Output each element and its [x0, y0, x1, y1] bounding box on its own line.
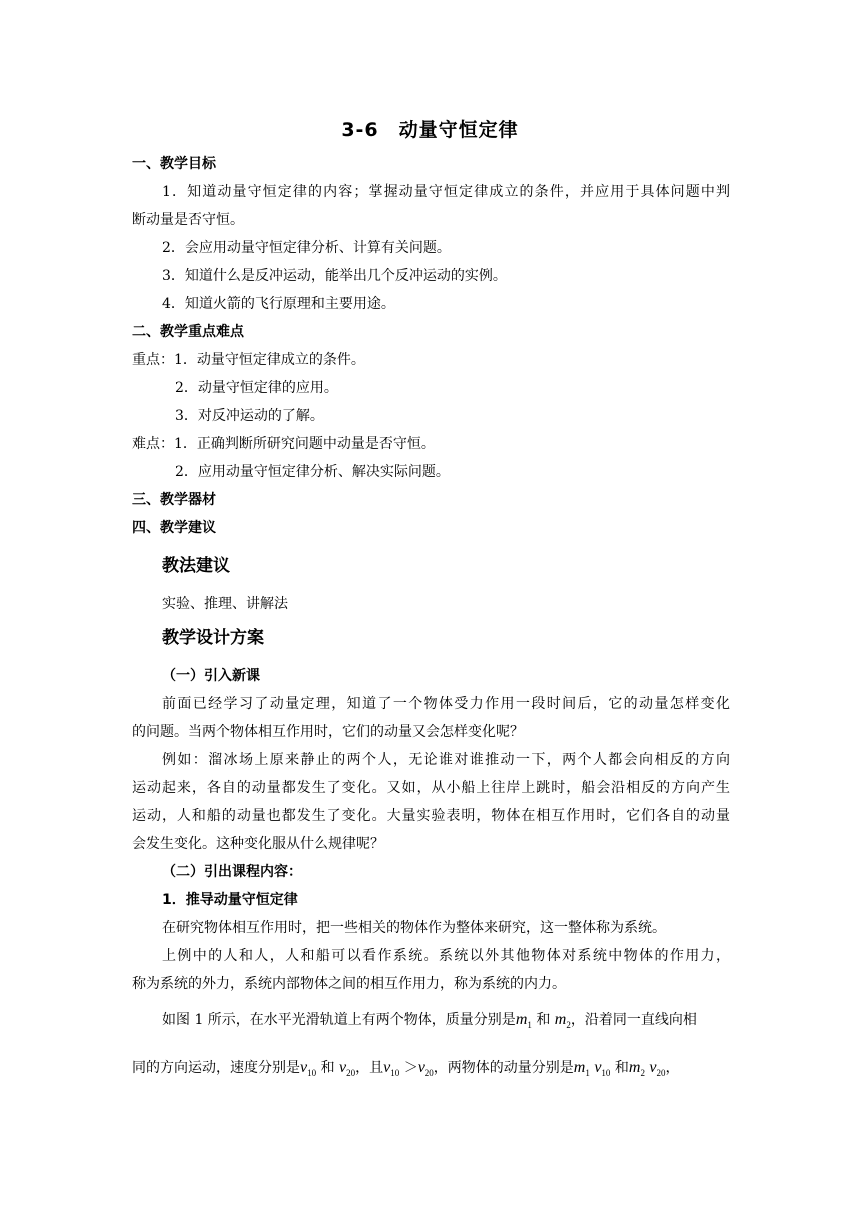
- derive-paragraph-line: 在研究物体相互作用时，把一些相关的物体作为整体来研究，这一整体称为系统。: [162, 920, 666, 936]
- symbol-v: v: [594, 1059, 602, 1076]
- figure-paragraph-line: [162, 1010, 697, 1035]
- suggestions-heading: 四、教学建议: [132, 520, 216, 536]
- symbol-m: m: [554, 1011, 567, 1028]
- subscript: 2: [640, 1068, 645, 1078]
- method-text: 实验、推理、讲解法: [162, 596, 288, 612]
- intro-paragraph-line: 会发生变化。这种变化服从什么规律呢？: [132, 836, 384, 852]
- text-run: 和: [614, 1060, 629, 1076]
- derive-paragraph-line: 上例中的人和人，人和船可以看作系统。系统以外其他物体对系统中物体的作用力，: [162, 948, 730, 964]
- objective-line: 1．知道动量守恒定律的内容；掌握动量守恒定律成立的条件，并应用于具体问题中判: [162, 184, 730, 200]
- text-run: 如图 1 所示，在水平光滑轨道上有两个物体，质量分别是: [162, 1012, 516, 1028]
- subscript: 1: [527, 1020, 532, 1030]
- subscript: 10: [601, 1068, 611, 1078]
- text-run: ，两物体的动量分别是: [433, 1060, 574, 1076]
- symbol-v: v: [417, 1059, 425, 1076]
- derive-paragraph-line: 称为系统的外力，系统内部物体之间的相互作用力，称为系统的内力。: [132, 976, 566, 992]
- intro-paragraph-line: 前面已经学习了动量定理，知道了一个物体受力作用一段时间后，它的动量怎样变化: [162, 696, 730, 712]
- key-points-heading: 二、教学重点难点: [132, 324, 244, 340]
- difficulty-line: 2．应用动量守恒定律分析、解决实际问题。: [175, 464, 450, 480]
- key-point-line: 重点：1．动量守恒定律成立的条件。: [132, 352, 365, 368]
- text-run: 同的方向运动，速度分别是: [132, 1060, 300, 1076]
- figure-paragraph-line: [132, 1058, 680, 1083]
- symbol-m: m: [573, 1059, 586, 1076]
- key-point-line: 3．对反冲运动的了解。: [175, 408, 324, 424]
- subscript: 20: [424, 1068, 434, 1078]
- subscript: 20: [656, 1068, 666, 1078]
- objective-line: 断动量是否守恒。: [132, 212, 244, 228]
- subscript: 10: [390, 1068, 400, 1078]
- text-run: ＞: [403, 1060, 418, 1076]
- derive-heading: 1．推导动量守恒定律: [162, 892, 298, 908]
- symbol-v: v: [383, 1059, 391, 1076]
- subscript: 20: [346, 1068, 356, 1078]
- text-run: ，沿着同一直线向相: [570, 1012, 697, 1028]
- subscript: 2: [566, 1020, 571, 1030]
- objective-line: 4．知道火箭的飞行原理和主要用途。: [162, 296, 395, 312]
- difficulty-line: 难点：1．正确判断所研究问题中动量是否守恒。: [132, 436, 435, 452]
- equipment-heading: 三、教学器材: [132, 492, 216, 508]
- content-heading: （二）引出课程内容：: [162, 864, 302, 880]
- symbol-v: v: [300, 1059, 308, 1076]
- intro-heading: （一）引入新课: [162, 668, 260, 684]
- page-title: 3-6 动量守恒定律: [341, 119, 519, 141]
- symbol-v: v: [339, 1059, 347, 1076]
- subscript: 10: [307, 1068, 317, 1078]
- objective-line: 2．会应用动量守恒定律分析、计算有关问题。: [162, 240, 451, 256]
- symbol-v: v: [649, 1059, 657, 1076]
- symbol-m: m: [515, 1011, 528, 1028]
- method-heading: 教法建议: [162, 556, 230, 576]
- text-run: 和: [536, 1012, 551, 1028]
- intro-paragraph-line: 运动，人和船的动量也都发生了变化。大量实验表明，物体在相互作用时，它们各自的动量: [132, 808, 730, 824]
- objectives-heading: 一、教学目标: [132, 156, 216, 172]
- intro-paragraph-line: 运动起来，各自的动量都发生了变化。又如，从小船上往岸上跳时，船会沿相反的方向产生: [132, 780, 730, 796]
- intro-paragraph-line: 的问题。当两个物体相互作用时，它们的动量又会怎样变化呢？: [132, 724, 524, 740]
- text-run: ，且: [355, 1060, 384, 1076]
- text-run: 和: [320, 1060, 335, 1076]
- text-run: ，: [665, 1060, 680, 1076]
- symbol-m: m: [628, 1059, 641, 1076]
- key-point-line: 2．动量守恒定律的应用。: [175, 380, 338, 396]
- subscript: 1: [585, 1068, 590, 1078]
- design-heading: 教学设计方案: [162, 628, 264, 648]
- intro-paragraph-line: 例如：溜冰场上原来静止的两个人，无论谁对谁推动一下，两个人都会向相反的方向: [162, 752, 730, 768]
- objective-line: 3．知道什么是反冲运动，能举出几个反冲运动的实例。: [162, 268, 507, 284]
